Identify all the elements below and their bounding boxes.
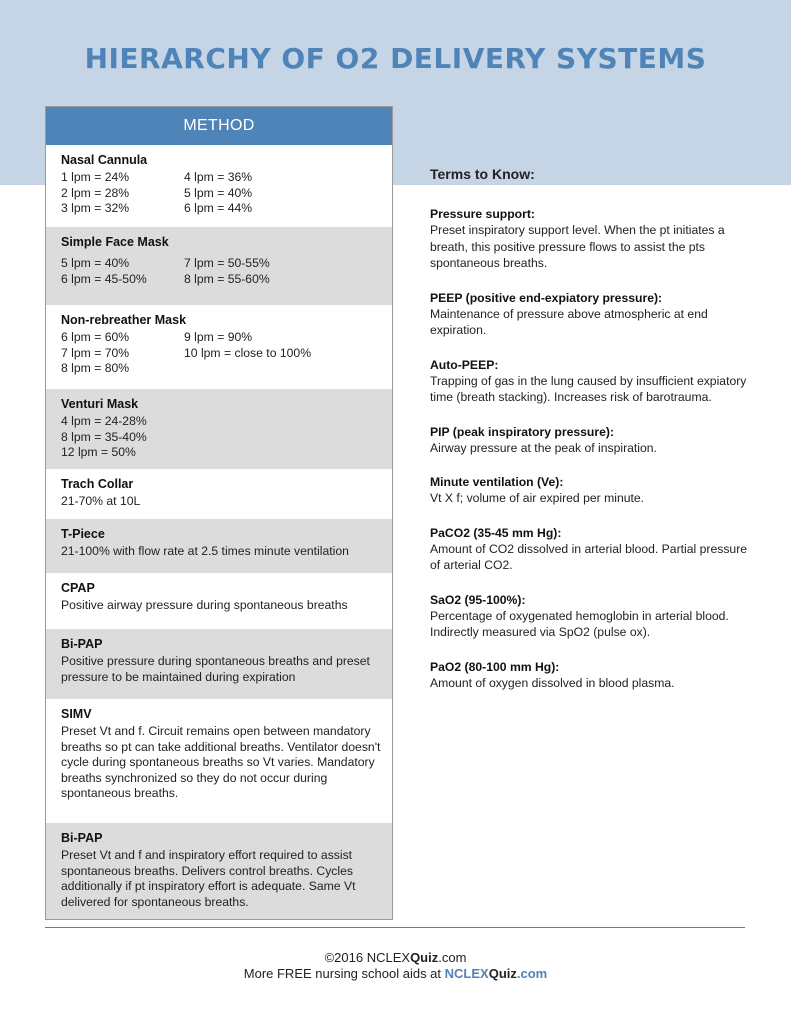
brand-link-com[interactable]: .com (516, 966, 548, 981)
rate-value: 5 lpm = 40% (61, 256, 130, 270)
footer (0, 950, 791, 982)
method-row-bipap-2 (46, 823, 392, 919)
method-row-trach-collar (46, 469, 392, 519)
term-item (430, 659, 760, 692)
rate-value: 10 lpm = close to 100% (184, 345, 312, 360)
footer-divider (45, 927, 745, 928)
copyright-com: .com (438, 950, 467, 965)
rate-value: 4 lpm = 24-28% (61, 414, 147, 428)
term-name: PIP (peak inspiratory pressure): (430, 424, 615, 439)
copyright-text: ©2016 NCLEX (324, 950, 411, 965)
term-name: PaO2 (80-100 mm Hg): (430, 659, 560, 674)
term-definition: Maintenance of pressure above atmospheric at end expiration. (430, 306, 708, 337)
row-text: 21-100% with flow rate at 2.5 times minute ventilation (61, 544, 349, 558)
method-row-t-piece (46, 519, 392, 573)
term-item (430, 592, 760, 641)
method-row-nasal-cannula (46, 145, 392, 227)
method-row-simple-face-mask (46, 227, 392, 305)
term-definition: Percentage of oxygenated hemoglobin in arterial blood. Indirectly measured via SpO2 (pulse ox). (430, 608, 729, 639)
term-definition: Airway pressure at the peak of inspiration. (430, 440, 657, 455)
rate-value: 12 lpm = 50% (61, 445, 136, 459)
term-name: Pressure support: (430, 207, 535, 221)
promo-line (0, 966, 791, 982)
method-row-non-rebreather (46, 305, 392, 389)
method-table (45, 106, 393, 920)
row-text: Preset Vt and f and inspiratory effort required to assist spontaneous breaths. Delivers control breaths. Cycles additionally if pt inspiratory effort is adequate. Same Vt delivered for spontaneous breaths. (61, 848, 356, 909)
row-text: Positive pressure during spontaneous breaths and preset pressure to be maintained during expiration (61, 654, 370, 684)
rate-value: 3 lpm = 32% (61, 201, 130, 215)
rate-value: 7 lpm = 50-55% (184, 256, 270, 270)
terms-heading: Terms to Know: (430, 166, 535, 182)
rate-value: 7 lpm = 70% (61, 345, 130, 360)
row-title: Non-rebreather Mask (61, 313, 187, 327)
row-text: 21-70% at 10L (61, 494, 141, 508)
rate-value: 1 lpm = 24% (61, 170, 130, 184)
method-header: METHOD (46, 107, 392, 145)
rate-value: 4 lpm = 36% (184, 170, 253, 184)
rate-value: 2 lpm = 28% (61, 185, 130, 200)
term-name: PaCO2 (35-45 mm Hg): (430, 525, 562, 540)
term-item (430, 525, 760, 574)
rate-value: 8 lpm = 80% (61, 361, 130, 375)
term-name: Auto-PEEP: (430, 357, 499, 372)
rate-value: 6 lpm = 45-50% (61, 271, 147, 286)
term-name: Minute ventilation (Ve): (430, 475, 564, 489)
term-definition: Amount of oxygen dissolved in blood plasma. (430, 675, 675, 690)
term-item (430, 290, 760, 339)
rate-value: 8 lpm = 55-60% (184, 271, 270, 286)
copyright-brand-quiz: Quiz (410, 950, 439, 965)
rate-value: 8 lpm = 35-40% (61, 429, 147, 444)
row-title: Nasal Cannula (61, 153, 148, 167)
method-row-simv (46, 699, 392, 823)
term-item (430, 474, 760, 507)
row-title: Venturi Mask (61, 397, 139, 411)
term-item (430, 357, 760, 406)
row-text: Preset Vt and f. Circuit remains open between mandatory breaths so pt can take additional breaths. Ventilator doesn't cycle during spontaneous breaths so Vt varies. Mandatory breaths synchronized so they do not occur during spontaneous breaths. (61, 724, 381, 800)
rate-value: 9 lpm = 90% (184, 330, 253, 344)
term-definition: Preset inspiratory support level. When the pt initiates a breath, this positive pressure flows to assist the pts spontaneous breaths. (430, 223, 725, 270)
row-text: Positive airway pressure during spontaneous breaths (61, 598, 348, 612)
row-title: Simple Face Mask (61, 235, 169, 249)
method-row-venturi (46, 389, 392, 469)
term-item (430, 424, 760, 457)
row-title: T-Piece (61, 527, 105, 541)
term-item (430, 206, 760, 272)
term-definition: Vt X f; volume of air expired per minute. (430, 491, 645, 505)
brand-link-nclex[interactable]: NCLEX (444, 966, 489, 981)
term-name: SaO2 (95-100%): (430, 592, 526, 607)
brand-link-quiz[interactable]: Quiz (488, 966, 517, 981)
rate-value: 6 lpm = 44% (184, 201, 253, 215)
row-title: CPAP (61, 581, 95, 595)
rate-value: 5 lpm = 40% (184, 185, 253, 200)
row-title: Trach Collar (61, 477, 134, 491)
row-title: Bi-PAP (61, 831, 103, 845)
method-row-bipap (46, 629, 392, 699)
method-row-cpap (46, 573, 392, 629)
row-title: Bi-PAP (61, 637, 103, 651)
terms-section (430, 160, 760, 709)
copyright-line (0, 950, 791, 966)
rate-value: 6 lpm = 60% (61, 330, 130, 344)
promo-text: More FREE nursing school aids at (243, 966, 445, 981)
term-definition: Amount of CO2 dissolved in arterial blood. Partial pressure of arterial CO2. (430, 541, 748, 572)
term-definition: Trapping of gas in the lung caused by insufficient expiatory time (breath stacking). Increases risk of barotrauma. (430, 373, 747, 404)
page-title: HIERARCHY OF O2 DELIVERY SYSTEMS (84, 42, 707, 75)
term-name: PEEP (positive end-expiatory pressure): (430, 290, 663, 305)
row-title: SIMV (61, 707, 92, 721)
